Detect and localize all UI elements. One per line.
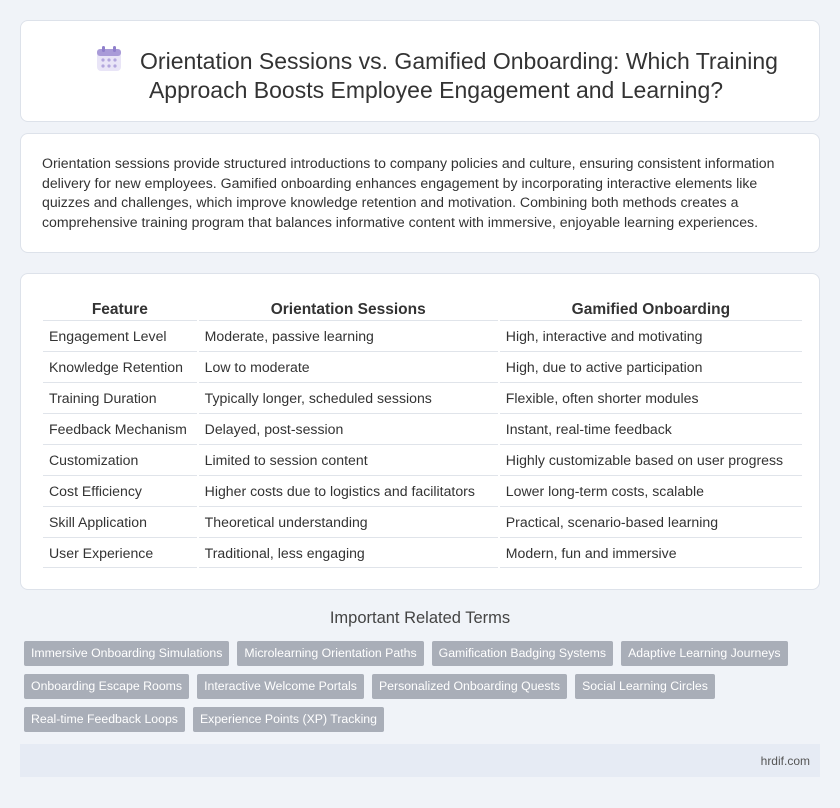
gamified-cell: Lower long-term costs, scalable	[500, 475, 802, 506]
tag-adaptive-learning-journeys[interactable]: Adaptive Learning Journeys	[621, 641, 787, 666]
orientation-cell: Low to moderate	[199, 351, 498, 382]
feature-cell: User Experience	[43, 537, 197, 568]
title-card	[20, 20, 820, 122]
table-row	[43, 506, 802, 537]
orientation-cell: Theoretical understanding	[199, 506, 498, 537]
feature-cell: Customization	[43, 444, 197, 475]
related-terms-tags	[24, 641, 824, 740]
related-terms-title: Important Related Terms	[329, 609, 511, 627]
table-row	[43, 320, 802, 351]
tag-onboarding-escape-rooms[interactable]: Onboarding Escape Rooms	[24, 674, 189, 699]
tag-row	[24, 641, 824, 666]
tag-gamification-badging-systems[interactable]: Gamification Badging Systems	[432, 641, 613, 666]
summary-card	[20, 133, 820, 253]
tag-social-learning-circles[interactable]: Social Learning Circles	[575, 674, 715, 699]
comparison-card	[20, 273, 820, 590]
gamified-cell: Modern, fun and immersive	[500, 537, 802, 568]
tag-row	[24, 707, 824, 732]
orientation-cell: Traditional, less engaging	[199, 537, 498, 568]
tag-real-time-feedback-loops[interactable]: Real-time Feedback Loops	[24, 707, 185, 732]
table-header-row	[43, 296, 802, 320]
table-row	[43, 382, 802, 413]
calendar-icon	[94, 44, 124, 74]
comparison-table	[41, 296, 804, 568]
gamified-cell: Flexible, often shorter modules	[500, 382, 802, 413]
tag-experience-points-tracking[interactable]: Experience Points (XP) Tracking	[193, 707, 384, 732]
gamified-cell: Practical, scenario-based learning	[500, 506, 802, 537]
orientation-cell: Typically longer, scheduled sessions	[199, 382, 498, 413]
footer-site-link[interactable]: hrdif.com	[760, 754, 810, 768]
feature-cell: Knowledge Retention	[43, 351, 197, 382]
table-row	[43, 475, 802, 506]
table-row	[43, 444, 802, 475]
header-orientation-sessions: Orientation Sessions	[270, 301, 426, 318]
orientation-cell: Delayed, post-session	[199, 413, 498, 444]
tag-personalized-onboarding-quests[interactable]: Personalized Onboarding Quests	[372, 674, 567, 699]
gamified-cell: High, interactive and motivating	[500, 320, 802, 351]
feature-cell: Engagement Level	[43, 320, 197, 351]
tag-interactive-welcome-portals[interactable]: Interactive Welcome Portals	[197, 674, 364, 699]
tag-microlearning-orientation-paths[interactable]: Microlearning Orientation Paths	[237, 641, 423, 666]
gamified-cell: Highly customizable based on user progress	[500, 444, 802, 475]
gamified-cell: High, due to active participation	[500, 351, 802, 382]
header-gamified-onboarding: Gamified Onboarding	[571, 301, 731, 318]
tag-immersive-onboarding-simulations[interactable]: Immersive Onboarding Simulations	[24, 641, 229, 666]
orientation-cell: Limited to session content	[199, 444, 498, 475]
orientation-cell: Moderate, passive learning	[199, 320, 498, 351]
table-row	[43, 351, 802, 382]
gamified-cell: Instant, real-time feedback	[500, 413, 802, 444]
footer	[20, 744, 820, 777]
table-row	[43, 537, 802, 568]
table-row	[43, 413, 802, 444]
feature-cell: Feedback Mechanism	[43, 413, 197, 444]
summary-text: Orientation sessions provide structured introductions to company policies and culture, ensuring consistent information delivery for new employees. Gamified onboarding enhances engagement by incorporating interactive elements like quizzes and challenges, which improve knowledge retention and motivation. Combining both methods creates a comprehensive training program that balances informative content with immersive, enjoyable learning experiences.	[42, 155, 775, 230]
tag-row	[24, 674, 824, 699]
header-feature: Feature	[91, 301, 148, 318]
orientation-cell: Higher costs due to logistics and facilitators	[199, 475, 498, 506]
feature-cell: Skill Application	[43, 506, 197, 537]
page-title-wrap	[61, 44, 811, 105]
feature-cell: Cost Efficiency	[43, 475, 197, 506]
page-title: Orientation Sessions vs. Gamified Onboarding: Which Training Approach Boosts Employee Engagement and Learning?	[140, 48, 778, 103]
feature-cell: Training Duration	[43, 382, 197, 413]
